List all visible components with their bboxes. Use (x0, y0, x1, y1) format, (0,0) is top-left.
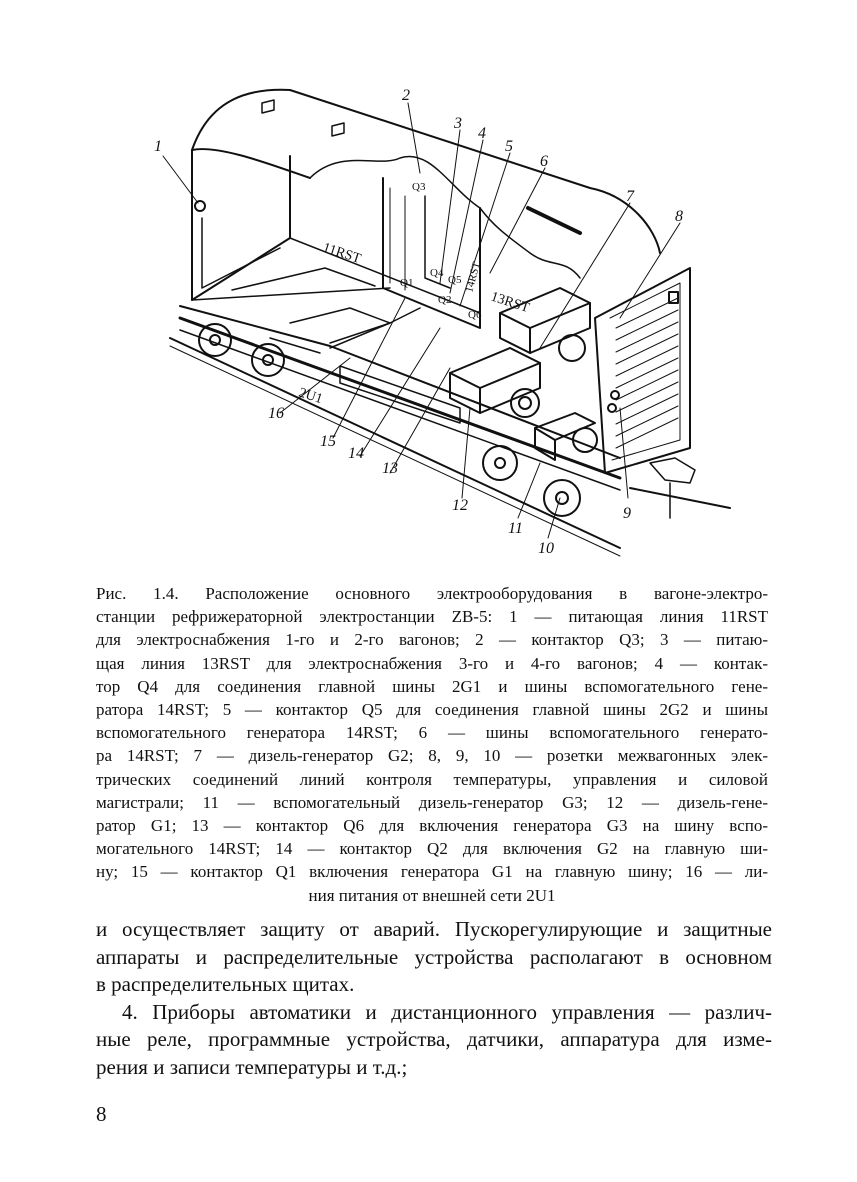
callout-13: 13 (382, 460, 398, 477)
label-13rst: 13RST (488, 289, 532, 317)
callout-6: 6 (540, 153, 548, 170)
caption-line: для электроснабжения 1-го и 2-го вагонов; 2 — контактор Q3; 3 — питаю- (96, 630, 768, 650)
caption-line: ратора 14RST; 5 — контактор Q5 для соединения главной шины 2G2 и шины (96, 700, 768, 720)
body-line: рения и записи температуры и т.д.; (96, 1054, 408, 1079)
caption-line: могательного 14RST; 14 — контактор Q2 для включения G2 на главную ши- (96, 839, 768, 859)
body-paragraphs (96, 916, 772, 1081)
callout-11: 11 (508, 520, 523, 537)
callout-16: 16 (268, 405, 284, 422)
caption-line: ну; 15 — контактор Q1 включения генератора G1 на главную шину; 16 — ли- (96, 862, 768, 882)
label-q3: Q3 (412, 181, 426, 193)
callout-8: 8 (675, 208, 683, 225)
label-q5: Q5 (448, 274, 462, 286)
caption-line: щая линия 13RST для электроснабжения 3-го и 4-го вагонов; 4 — контак- (96, 653, 768, 673)
caption-line: трических соединений линий контроля температуры, управления и силовой (96, 769, 768, 789)
roof-outline (192, 90, 660, 253)
wagon-figure (150, 78, 740, 568)
caption-line: станции рефрижераторной электростанции ZB-5: 1 — питающая линия 11RST (96, 607, 768, 627)
body-line: в распределительных щитах. (96, 972, 355, 996)
callout-12: 12 (452, 497, 468, 514)
label-11rst: 11RST (320, 240, 363, 267)
label-q4: Q4 (430, 267, 444, 279)
page-number: 8 (96, 1102, 107, 1126)
figure-caption (96, 582, 768, 907)
label-q2: Q2 (438, 294, 452, 306)
wagon-cutaway-drawing (150, 78, 740, 568)
label-14rst: 14RST (463, 260, 483, 294)
callout-10: 10 (538, 540, 554, 557)
callout-4: 4 (478, 125, 486, 142)
callout-15: 15 (320, 433, 336, 450)
caption-line: ратор G1; 13 — контактор Q6 для включения генератора G3 на шину вспо- (96, 816, 768, 836)
caption-line: ния питания от внешней сети 2U1 (308, 885, 556, 905)
caption-line: ра 14RST; 7 — дизель-генератор G2; 8, 9, 10 — розетки межвагонных элек- (96, 746, 768, 766)
callout-1: 1 (154, 138, 162, 155)
label-2u1: 2U1 (296, 385, 325, 408)
callout-2: 2 (402, 87, 410, 104)
caption-line: магистрали; 11 — вспомогательный дизель-генератор G3; 12 — дизель-гене- (96, 792, 768, 812)
caption-line: Рис. 1.4. Расположение основного электрооборудования в вагоне-электро- (96, 584, 768, 603)
callout-9: 9 (623, 505, 631, 522)
callout-5: 5 (505, 138, 513, 155)
body-line: аппараты и распределительные устройства располагают в основном (96, 944, 772, 969)
label-q1: Q1 (400, 277, 414, 289)
callout-3: 3 (454, 115, 462, 132)
caption-line: тор Q4 для соединения главной шины 2G1 и шины вспомогательного гене- (96, 676, 768, 696)
label-q6: Q6 (468, 309, 482, 321)
caption-line: вспомогательного генератора 14RST; 6 — шины вспомогательного генерато- (96, 723, 768, 743)
body-line: и осуществляет защиту от аварий. Пускорегулирующие и защитные (96, 917, 772, 941)
callout-7: 7 (626, 188, 634, 205)
body-line: 4. Приборы автоматики и дистанционного управления — различ- (122, 999, 772, 1024)
body-line: ные реле, программные устройства, датчики, аппаратура для изме- (96, 1027, 772, 1051)
callout-14: 14 (348, 445, 364, 462)
